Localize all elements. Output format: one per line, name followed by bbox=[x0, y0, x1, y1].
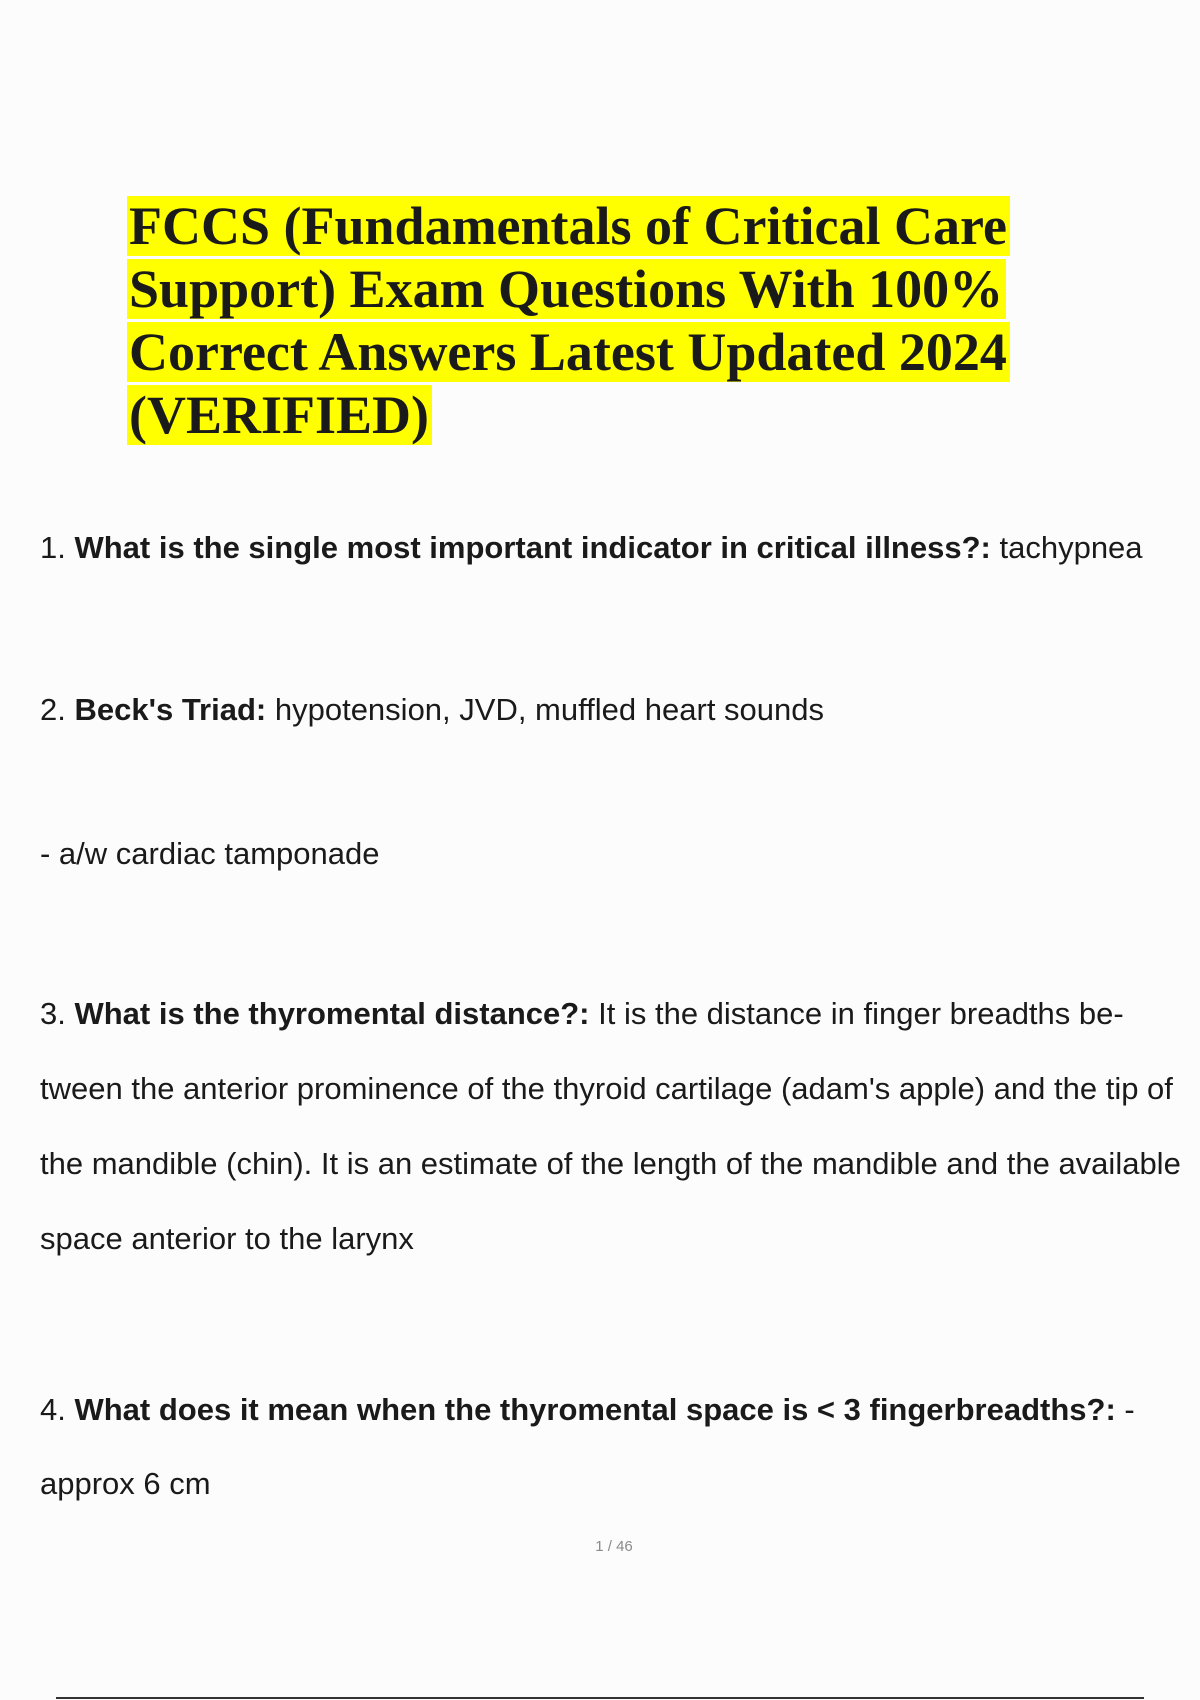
item-number: 1. bbox=[40, 530, 66, 565]
title-line: (VERIFIED) bbox=[127, 384, 1077, 447]
page-divider bbox=[56, 1697, 1144, 1699]
item-number: 3. bbox=[40, 996, 66, 1031]
answer-text: - bbox=[1124, 1392, 1135, 1427]
question-item-3 bbox=[40, 996, 1124, 1032]
answer-note: - a/w cardiac tamponade bbox=[40, 836, 380, 871]
answer-continuation: the mandible (chin). It is an estimate of the length of the mandible and the available bbox=[40, 1146, 1181, 1181]
title-line: Support) Exam Questions With 100% bbox=[127, 258, 1077, 321]
question-text: What is the thyromental distance?: bbox=[74, 996, 590, 1031]
question-item-4 bbox=[40, 1392, 1135, 1428]
answer-text: hypotension, JVD, muffled heart sounds bbox=[274, 692, 825, 727]
question-item-1 bbox=[40, 530, 1143, 566]
question-text: Beck's Triad: bbox=[74, 692, 267, 727]
question-text: What is the single most important indicator in critical illness?: bbox=[74, 530, 991, 565]
item-number: 2. bbox=[40, 692, 66, 727]
title-line: Correct Answers Latest Updated 2024 bbox=[127, 321, 1077, 384]
answer-continuation: approx 6 cm bbox=[40, 1466, 211, 1501]
title-line: FCCS (Fundamentals of Critical Care bbox=[127, 195, 1077, 258]
answer-continuation: space anterior to the larynx bbox=[40, 1221, 414, 1256]
question-item-2 bbox=[40, 692, 824, 728]
item-number: 4. bbox=[40, 1392, 66, 1427]
answer-continuation: tween the anterior prominence of the thyroid cartilage (adam's apple) and the tip of bbox=[40, 1071, 1173, 1106]
question-text: What does it mean when the thyromental space is < 3 fingerbreadths?: bbox=[74, 1392, 1116, 1427]
document-title bbox=[127, 195, 1077, 447]
answer-text: It is the distance in finger breadths be- bbox=[598, 996, 1124, 1031]
answer-text: tachypnea bbox=[999, 530, 1143, 565]
page-indicator: 1 / 46 bbox=[595, 1538, 633, 1555]
